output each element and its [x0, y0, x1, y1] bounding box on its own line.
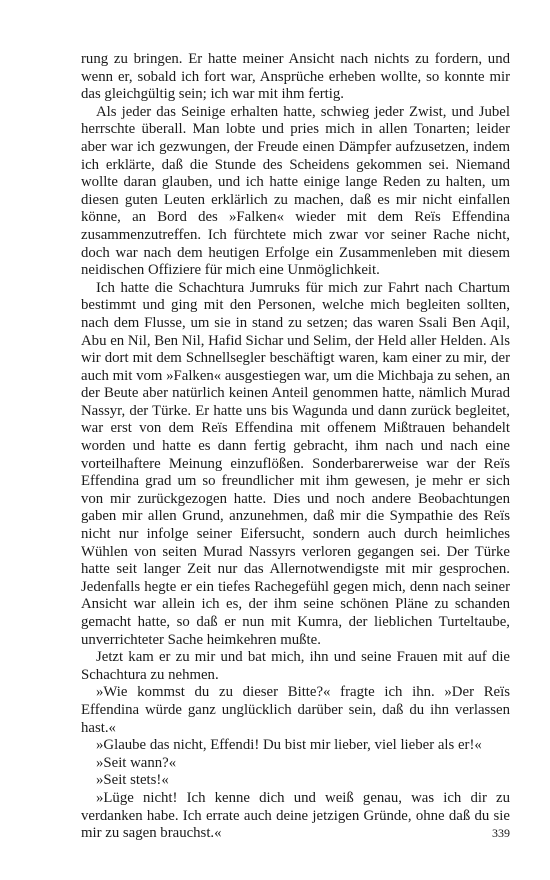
page-body: [81, 51, 510, 843]
paragraph-7: »Seit wann?«: [96, 754, 177, 771]
paragraph-5: »Wie kommst du zu dieser Bitte?« fragte ich ihn. »Der Reïs Effendina würde ganz unglücklich darüber sein, daß du ihn verlassen hast.«: [81, 684, 510, 736]
paragraph-6: »Glaube das nicht, Effendi! Du bist mir lieber, viel lieber als er!«: [96, 737, 482, 754]
paragraph-9: »Lüge nicht! Ich kenne dich und weiß genau, was ich dir zu verdanken habe. Ich errate auch deine jetzigen Gründe, ohne daß du sie mir zu sagen brauchst.«: [81, 789, 510, 842]
paragraph-3: Ich hatte die Schachtura Jumruks für mich zur Fahrt nach Chartum bestimmt und ging mit den Personen, welche mich begleiten sollten, nach dem Flusse, um sie in stand zu setzen; das waren Ssali Ben Aqil, Abu en Nil, Ben Nil, Hafid Sichar und Selim, der Held aller Helden. Als wir dort mit dem Schnellsegler beschäftigt waren, kam einer zu mir, der auch mit vom »Falken« ausgestiegen war, um die Michbaja zu sehen, an der Beute aber natürlich keinen Anteil genommen hatte, nämlich Murad Nassyr, der Türke. Er hatte uns bis Wagunda und dann zurück begleitet, war erst von dem Reïs Effendina mit offenem Mißtrauen behandelt worden und hatte es dann fertig gebracht, ihm nach und nach eine vorteilhaftere Meinung einzuflößen. Sonderbarerweise war der Reïs Effendina grad um so freundlicher mit ihm gewesen, je mehr er sich von mir zurückgezogen hatte. Dies und noch andere Beobachtungen gaben mir allen Grund, anzunehmen, daß mir die Sympathie des Reïs nicht nur infolge seiner Eifersucht, sondern auch durch heimliches Wühlen von seiten Murad Nassyrs verloren gegangen sei. Der Türke hatte seit langer Zeit nur das Allernotwendigste mit mir gesprochen. Jedenfalls hegte er ein tiefes Rachegefühl gegen mich, denn nach seiner Ansicht war allein ich es, der ihm seine schönen Pläne zu schanden gemacht hatte, so daß er nun mit Kumra, der lieblichen Turteltaube, unverrichteter Sache heimkehren mußte.: [81, 279, 510, 648]
page-number: 339: [492, 826, 510, 840]
paragraph-1: rung zu bringen. Er hatte meiner Ansicht nach nichts zu fordern, und wenn er, sobald ich fort war, Ansprüche erheben wollte, so konnte mir das gleichgültig sein; ich war mit ihm fertig.: [81, 51, 510, 103]
paragraph-2: Als jeder das Seinige erhalten hatte, schwieg jeder Zwist, und Jubel herrschte überall. Man lobte und pries mich in allen Tonarten; leider aber war ich gezwungen, der Freude einen Dämpfer aufzusetzen, indem ich erklärte, daß die Stunde des Scheidens gekommen sei. Niemand wollte daran glauben, und ich hatte einige lange Reden zu halten, um diesen guten Leuten erklärlich zu machen, daß es mir nicht einfallen könne, an Bord des »Falken« wieder mit dem Reïs Effendina zusammenzutreffen. Ich fürchtete mich zwar vor seiner Rache nicht, doch war nach dem heutigen Erfolge ein Zusammenleben mit diesem neidischen Offiziere für mich eine Unmöglichkeit.: [81, 103, 510, 279]
paragraph-8: »Seit stets!«: [96, 772, 169, 789]
paragraph-4: Jetzt kam er zu mir und bat mich, ihn und seine Frauen mit auf die Schachtura zu nehmen.: [81, 649, 510, 683]
